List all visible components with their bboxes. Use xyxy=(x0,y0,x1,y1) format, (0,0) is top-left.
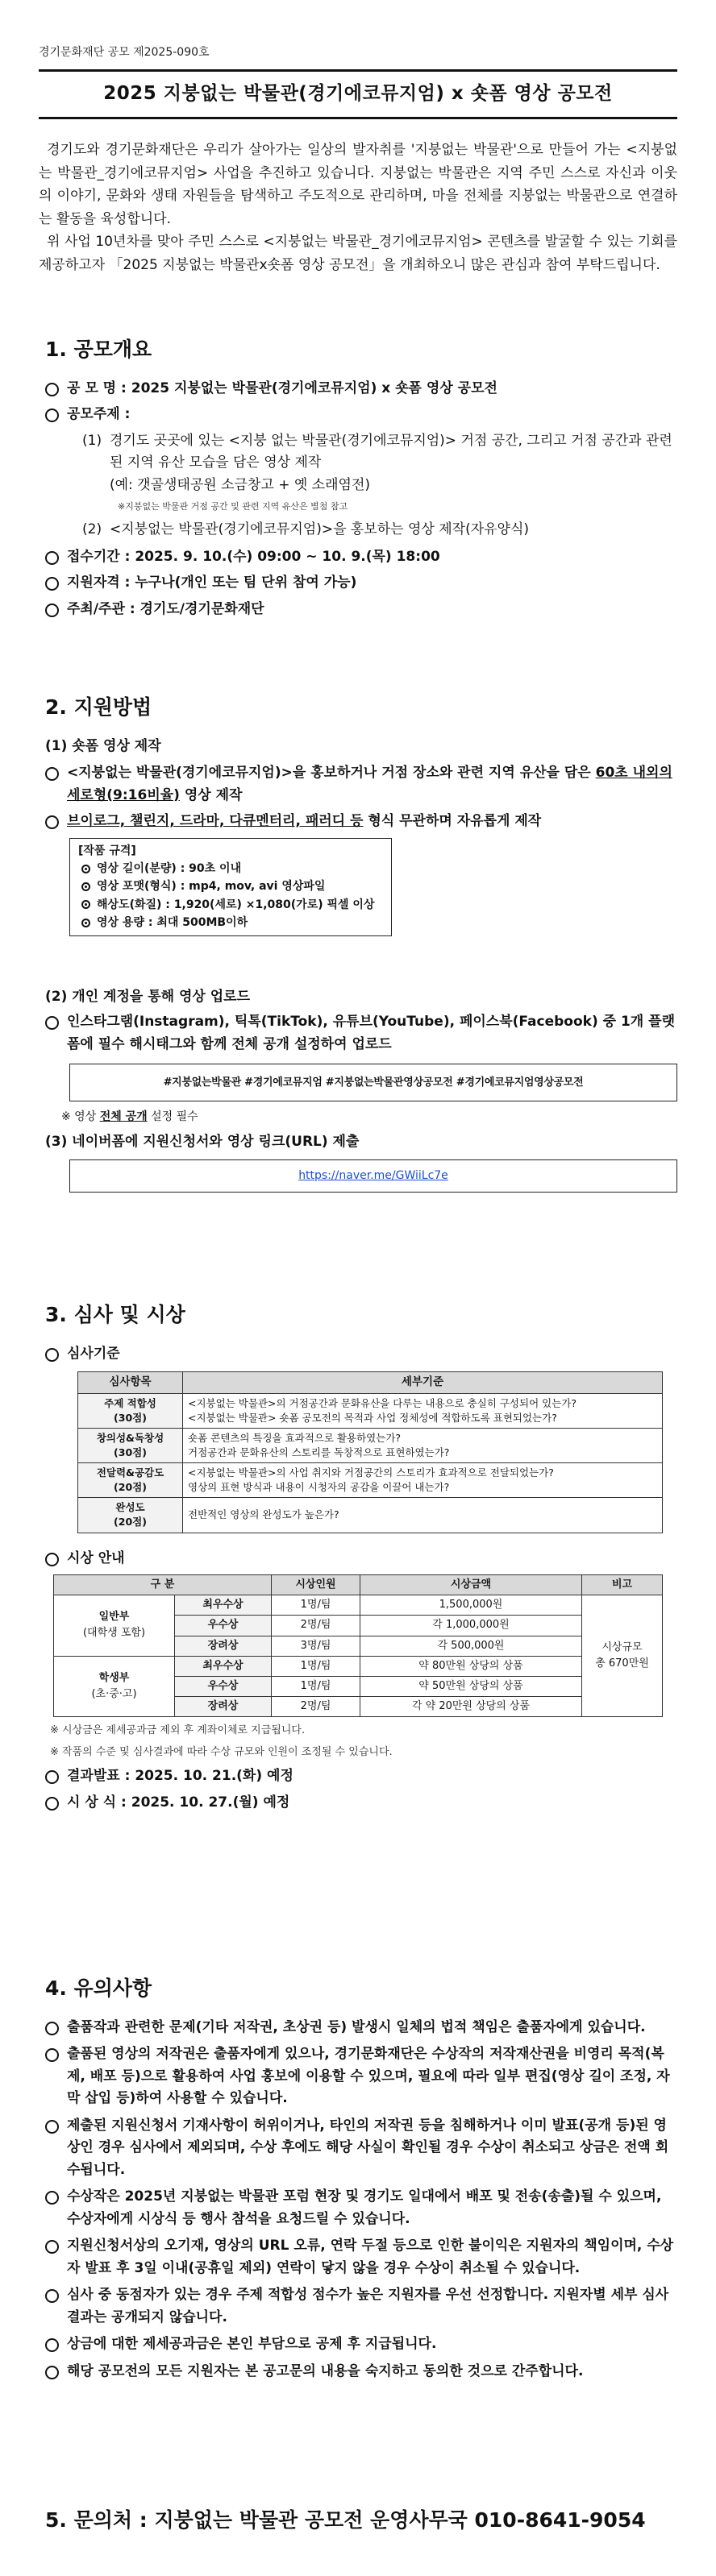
award-header: 구 분 xyxy=(54,1575,272,1595)
spec-item: 영상 길이(분량) : 90초 이내 xyxy=(78,860,383,877)
circle-bullet-icon xyxy=(45,2289,59,2303)
table-row: 일반부 (대학생 포함) 최우수상 1명/팀 1,500,000원 시상규모 총 670만원 xyxy=(54,1595,663,1616)
criteria-header: 심사항목 xyxy=(78,1372,183,1394)
theme-2: (2) <지붕없는 박물관(경기에코뮤지엄)>을 홍보하는 영상 제작(자유양식) xyxy=(82,521,530,537)
circle-bullet-icon xyxy=(45,2191,59,2205)
hashtag-box: #지붕없는박물관 #경기에코뮤지엄 #지붕없는박물관영상공모전 #경기에코뮤지엄영상공모전 xyxy=(69,1064,677,1101)
circle-bullet-icon xyxy=(45,2120,59,2134)
table-row: 장려상 2명/팀 각 약 20만원 상당의 상품 xyxy=(54,1696,663,1716)
host-row: 주최/주관 : 경기도/경기문화재단 xyxy=(45,599,677,621)
circle-bullet-icon xyxy=(45,815,59,829)
circle-bullet-icon xyxy=(45,1770,59,1784)
table-row: 완성도 (20점) 전반적인 영상의 완성도가 높은가? xyxy=(78,1498,663,1533)
step-2: (2) 개인 계정을 통해 영상 업로드 xyxy=(45,988,251,1005)
naver-form-link[interactable]: https://naver.me/GWiiLc7e xyxy=(69,1159,677,1193)
section-contact xyxy=(45,2504,677,2537)
circle-bullet-icon xyxy=(45,604,59,617)
caution-item: 수상작은 2025년 지붕없는 박물관 포럼 현장 및 경기도 일대에서 배포 및 전송(송출)될 수 있으며, 수상자에게 시상식 등 행사 참석을 요청드릴 수 있습니다. xyxy=(45,2186,677,2230)
circle-bullet-icon xyxy=(45,2022,59,2035)
section-heading: 4. 유의사항 xyxy=(45,1977,152,2000)
award-header: 시상인원 xyxy=(272,1575,360,1595)
spec-item: 영상 용량 : 최대 500MB이하 xyxy=(78,914,383,931)
spec-item: 영상 포맷(형식) : mp4, mov, avi 영상파일 xyxy=(78,877,383,895)
production-guide-2: 브이로그, 챌린지, 드라마, 다큐멘터리, 패러디 등 형식 무관하며 자유롭게 제작 xyxy=(45,811,677,833)
theme-label-row: 공모주제 : xyxy=(45,404,677,426)
dot-bullet-icon xyxy=(81,900,90,909)
ceremony-date-row: 시 상 식 : 2025. 10. 27.(월) 예정 xyxy=(45,1792,677,1815)
intro-section xyxy=(39,139,677,276)
section-heading: 3. 심사 및 시상 xyxy=(45,1303,185,1326)
theme-1-footnote: ※지붕없는 박물관 거점 공간 및 관련 지역 유산은 별첨 참고 xyxy=(118,501,348,512)
step-1: (1) 숏폼 영상 제작 xyxy=(45,737,161,754)
criteria-label: 심사기준 xyxy=(45,1343,677,1366)
award-header: 시상금액 xyxy=(360,1575,582,1595)
production-guide-1: <지붕없는 박물관(경기에코뮤지엄)>을 홍보하거나 거점 장소와 관련 지역 유산을 담은 60초 내외의 세로형(9:16비율) 영상 제작 xyxy=(45,762,677,807)
theme-1: (1) 경기도 곳곳에 있는 <지붕 없는 박물관(경기에코뮤지엄)> 거점 공간, 그리고 거점 공간과 관련된 지역 유산 모습을 담은 영상 제작 (예: 갯골생태공원 소금창고 + 옛 소래염전) xyxy=(45,430,677,497)
section-heading: 1. 공모개요 xyxy=(45,338,152,361)
criteria-header: 세부기준 xyxy=(183,1372,663,1394)
section-overview xyxy=(45,334,677,624)
public-setting-note: ※ 영상 전체 공개 설정 필수 xyxy=(61,1110,198,1124)
caution-item: 해당 공모전의 모든 지원자는 본 공고문의 내용을 숙지하고 동의한 것으로 간주합니다. xyxy=(45,2361,677,2383)
table-row: 전달력&공감도 (20점) <지붕없는 박물관>의 사업 취지와 거점공간의 스토리가 효과적으로 전달되었는가? 영상의 표현 방식과 내용이 시청자의 공감을 이끌어 내는가? xyxy=(78,1463,663,1498)
table-row: 주제 적합성 (30점) <지붕없는 박물관>의 거점공간과 문화유산을 다루는 내용으로 충실히 구성되어 있는가? <지붕없는 박물관> 숏폼 공모전의 목적과 사업 정체성에 적합하도록 표현되었는가? xyxy=(78,1393,663,1428)
section-judging-awards xyxy=(45,1299,677,1818)
notice-number: 경기문화재단 공모 제2025-090호 xyxy=(39,46,210,59)
caution-item: 상금에 대한 제세공과금은 본인 부담으로 공제 후 지급됩니다. xyxy=(45,2333,677,2356)
circle-bullet-icon xyxy=(45,1797,59,1811)
dot-bullet-icon xyxy=(81,882,90,891)
table-row: 우수상 2명/팀 각 1,000,000원 xyxy=(54,1616,663,1636)
theme-1-example: (예: 갯골생태공원 소금창고 + 옛 소래염전) xyxy=(110,476,371,493)
intro-paragraph-2: 위 사업 10년차를 맞아 주민 스스로 <지붕없는 박물관_경기에코뮤지엄> 콘텐츠를 발굴할 수 있는 기회를 제공하고자 「2025 지붕없는 박물관x숏폼 영상 공모전」을 개최하오니 많은 관심과 참여 부탁드립니다. xyxy=(39,234,677,273)
award-note-2: ※ 작품의 수준 및 심사결과에 따라 수상 규모와 인원이 조정될 수 있습니다. xyxy=(50,1746,393,1759)
contest-title-row: 공 모 명 : 2025 지붕없는 박물관(경기에코뮤지엄) x 숏폼 영상 공모전 xyxy=(45,378,677,400)
circle-bullet-icon xyxy=(45,767,59,781)
criteria-table xyxy=(77,1371,663,1533)
eligibility-row: 지원자격 : 누구나(개인 또는 팀 단위 참여 가능) xyxy=(45,572,677,595)
result-date-row: 결과발표 : 2025. 10. 21.(화) 예정 xyxy=(45,1765,677,1788)
step-3: (3) 네이버폼에 지원신청서와 영상 링크(URL) 제출 xyxy=(45,1133,360,1150)
circle-bullet-icon xyxy=(45,577,59,591)
circle-bullet-icon xyxy=(45,1553,59,1566)
caution-item: 제출된 지원신청서 기재사항이 허위이거나, 타인의 저작권 등을 침해하거나 이미 발표(공개 등)된 영상인 경우 심사에서 제외되며, 수상 후에도 해당 사실이 확인될 경우 수상이 취소되고 상금은 전액 회수됩니다. xyxy=(45,2115,677,2182)
section-how-to-apply xyxy=(45,691,677,1193)
sns-upload-guide: 인스타그램(Instagram), 틱톡(TikTok), 유튜브(YouTube), 페이스북(Facebook) 중 1개 플랫폼에 필수 해시태그와 함께 전체 공개 설정하여 업로드 xyxy=(45,1011,677,1056)
award-note-1: ※ 시상금은 제세공과금 제외 후 계좌이체로 지급됩니다. xyxy=(50,1724,306,1737)
circle-bullet-icon xyxy=(45,409,59,422)
circle-bullet-icon xyxy=(45,551,59,565)
spec-title: [작품 규격] xyxy=(78,844,136,857)
table-row: 학생부 (초·중·고) 최우수상 1명/팀 약 80만원 상당의 상품 xyxy=(54,1656,663,1676)
award-table xyxy=(53,1574,663,1717)
table-row: 창의성&독창성 (30점) 숏폼 콘텐츠의 특징을 효과적으로 활용하였는가? 거점공간과 문화유산의 스토리를 독창적으로 표현하였는가? xyxy=(78,1428,663,1462)
section-cautions xyxy=(45,1972,677,2387)
caution-item: 심사 중 동점자가 있는 경우 주제 적합성 점수가 높은 지원자를 우선 선정합니다. 지원자별 세부 심사 결과는 공개되지 않습니다. xyxy=(45,2284,677,2329)
caution-item: 지원신청서상의 오기재, 영상의 URL 오류, 연락 두절 등으로 인한 불이익은 지원자의 책임이며, 수상자 발표 후 3일 이내(공휴일 제외) 연락이 닿지 않을 경우 수상이 취소될 수 있습니다. xyxy=(45,2235,677,2279)
caution-item: 출품된 영상의 저작권은 출품자에게 있으나, 경기문화재단은 수상작의 저작재산권을 비영리 목적(복제, 배포 등)으로 활용하여 사업 홍보에 이용할 수 있으며, 필요에 따라 일부 편집(영상 길이 조정, 자막 삽입 등)하여 사용할 수 있습니다. xyxy=(45,2043,677,2110)
award-label: 시상 안내 xyxy=(45,1548,677,1570)
intro-paragraph-1: 경기도와 경기문화재단은 우리가 살아가는 일상의 발자취를 '지붕없는 박물관'으로 만들어 가는 <지붕없는 박물관_경기에코뮤지엄> 사업을 추진하고 있습니다. 지붕없는 박물관은 지역 주민 스스로 자신과 이웃의 이야기, 문화와 생태 자원들을 탐색하고 주도적으로 관리하며, 마을 전체를 지붕없는 박물관으로 연결하는 활동을 육성합니다. xyxy=(39,142,677,227)
period-row: 접수기간 : 2025. 9. 10.(수) 09:00 ~ 10. 9.(목) 18:00 xyxy=(45,546,677,569)
dot-bullet-icon xyxy=(81,865,90,873)
table-row: 우수상 1명/팀 약 50만원 상당의 상품 xyxy=(54,1676,663,1696)
spec-item: 해상도(화질) : 1,920(세로) ×1,080(가로) 픽셀 이상 xyxy=(78,896,383,914)
section-heading: 2. 지원방법 xyxy=(45,695,152,719)
table-row: 장려상 3명/팀 각 500,000원 xyxy=(54,1636,663,1656)
circle-bullet-icon xyxy=(45,1348,59,1362)
dot-bullet-icon xyxy=(81,919,90,927)
circle-bullet-icon xyxy=(45,2048,59,2062)
circle-bullet-icon xyxy=(45,1016,59,1030)
spec-box xyxy=(69,838,392,936)
circle-bullet-icon xyxy=(45,2338,59,2352)
contact-info: 5. 문의처 : 지붕없는 박물관 공모전 운영사무국 010-8641-9054 xyxy=(45,2508,646,2532)
award-header: 비고 xyxy=(582,1575,663,1595)
page-title: 2025 지붕없는 박물관(경기에코뮤지엄) x 숏폼 영상 공모전 xyxy=(39,69,677,119)
caution-item: 출품작과 관련한 문제(기타 저작권, 초상권 등) 발생시 일체의 법적 책임은 출품자에게 있습니다. xyxy=(45,2017,677,2039)
circle-bullet-icon xyxy=(45,2366,59,2379)
circle-bullet-icon xyxy=(45,2240,59,2254)
circle-bullet-icon xyxy=(45,383,59,396)
